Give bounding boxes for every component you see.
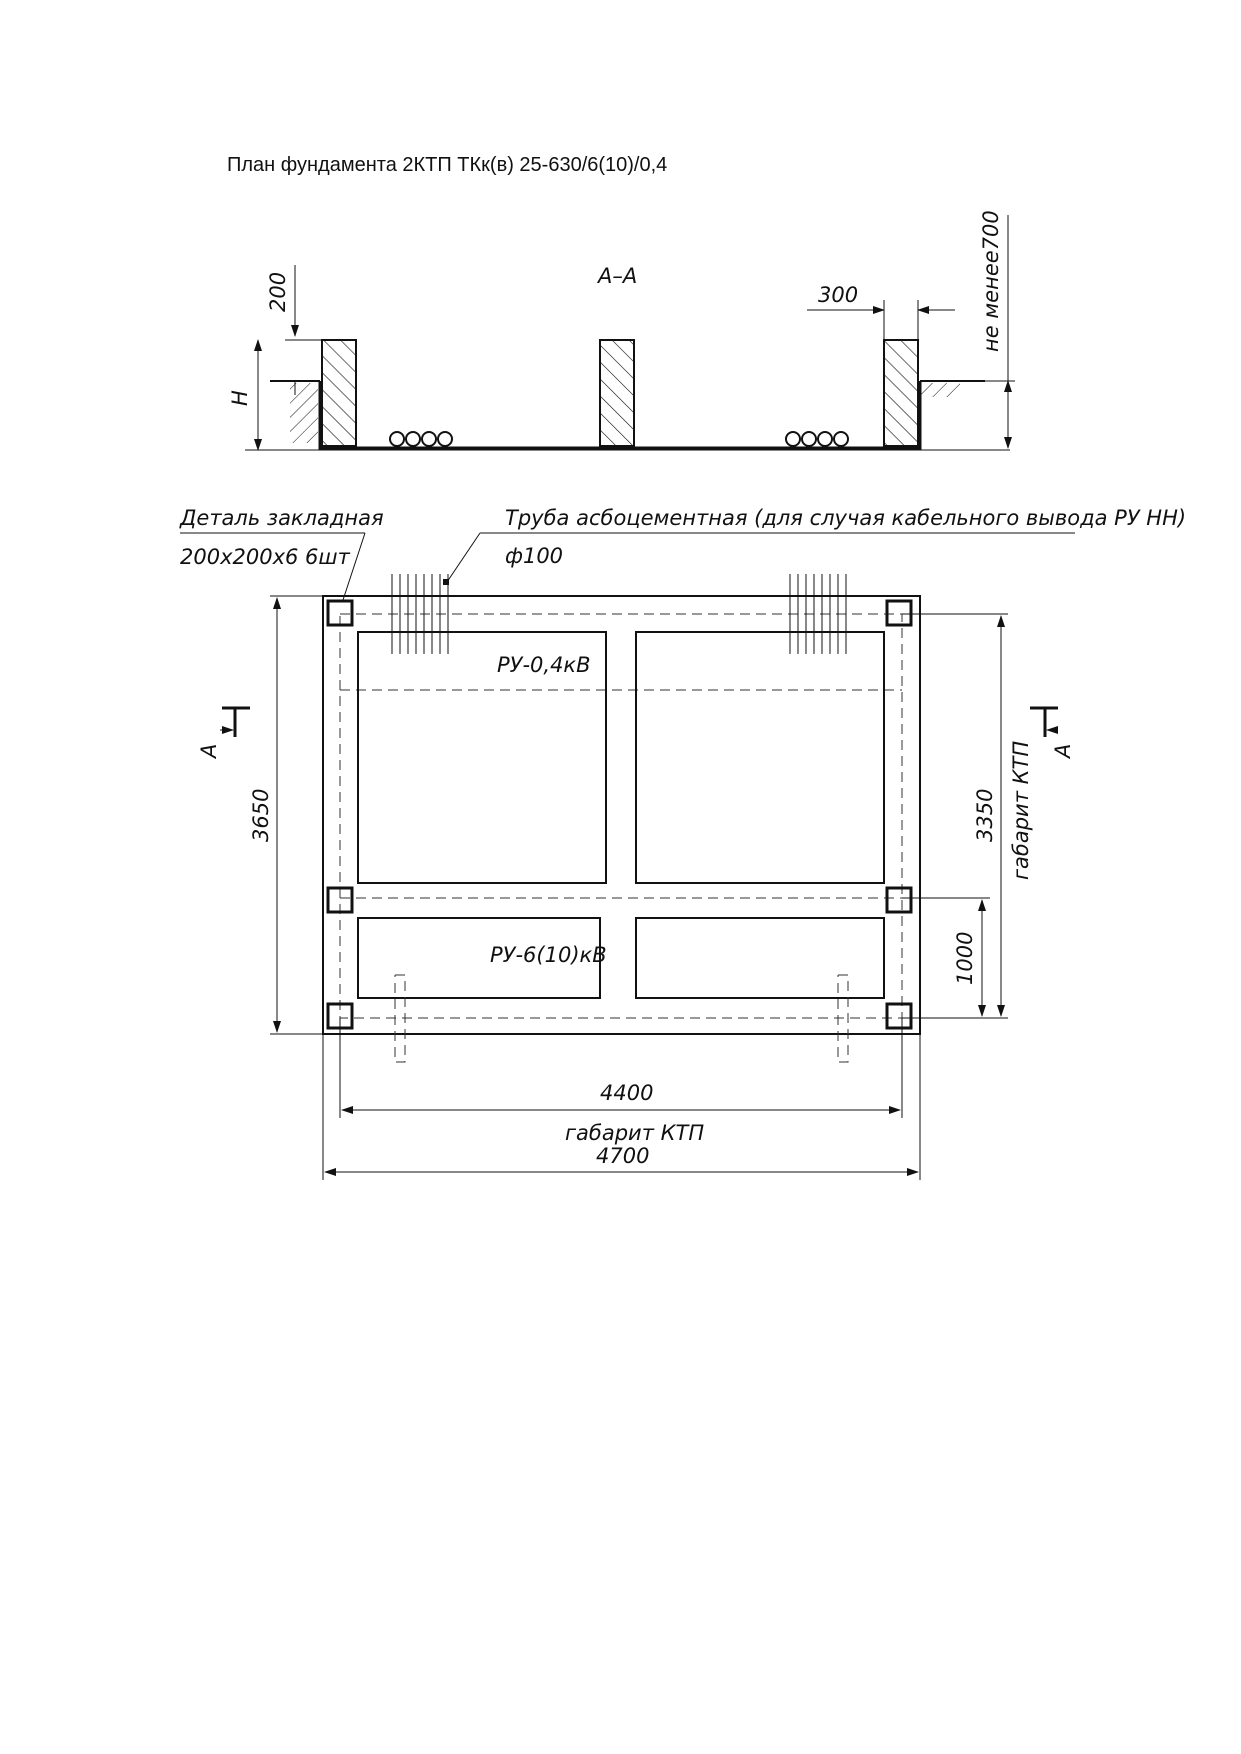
- section-title: А–А: [598, 264, 638, 288]
- pipes-left: [390, 432, 452, 446]
- callout-embedded-part: Деталь закладная: [180, 506, 384, 530]
- section-mark-right: [1030, 708, 1075, 760]
- callout-pipe: Труба асбоцементная (для случая кабельного вывода РУ НН): [505, 506, 1187, 530]
- dim-h-label: H: [228, 390, 252, 406]
- dim-300-label: 300: [818, 283, 859, 307]
- room-ru04-label: РУ-0,4кВ: [497, 653, 591, 677]
- foundation-outline: [323, 596, 920, 1034]
- soil-hatch-left: [290, 383, 318, 443]
- plate-middle-right: [887, 888, 911, 912]
- callout-pipe-leader: [447, 533, 480, 582]
- dim-700-label: не менее700: [979, 210, 1003, 352]
- room-ru610-label: РУ-6(10)кВ: [490, 943, 607, 967]
- plate-top-right: [887, 601, 911, 625]
- pipes-top-right: [790, 574, 846, 654]
- pipes-bottom: [395, 975, 848, 1062]
- gabarit-horizontal-label: габарит КТП: [565, 1121, 705, 1145]
- soil-hatch-right: [920, 383, 960, 397]
- callout-pipe-diameter: ф100: [505, 544, 564, 568]
- dim-3650-label: 3650: [249, 788, 273, 842]
- section-mark-left-label: А: [197, 743, 221, 758]
- pipes-right: [786, 432, 848, 446]
- gabarit-vertical-label: габарит КТП: [1009, 740, 1033, 880]
- wall-right: [884, 340, 918, 446]
- foundation-plan: [179, 506, 1186, 1180]
- gabarit-outline: [340, 614, 902, 1018]
- section-mark-right-label: А: [1051, 743, 1075, 758]
- room-ru610-right: [636, 918, 884, 998]
- room-ru04-right: [636, 632, 884, 883]
- section-a-a: [228, 210, 1015, 450]
- section-mark-left: [197, 708, 250, 760]
- dim-4700-label: 4700: [596, 1144, 650, 1168]
- callout-embedded-size: 200x200x6 6шт: [180, 545, 350, 569]
- dim-200-label: 200: [266, 271, 290, 312]
- wall-middle: [600, 340, 634, 446]
- plate-bottom-right: [887, 1004, 911, 1028]
- wall-left: [322, 340, 356, 446]
- dim-1000-label: 1000: [953, 931, 977, 985]
- dim-4400-label: 4400: [600, 1081, 654, 1105]
- page-title: План фундамента 2КТП ТКк(в) 25-630/6(10)/0,4: [227, 154, 668, 176]
- embedded-plates: [328, 601, 911, 1028]
- dim-3350-label: 3350: [973, 788, 997, 842]
